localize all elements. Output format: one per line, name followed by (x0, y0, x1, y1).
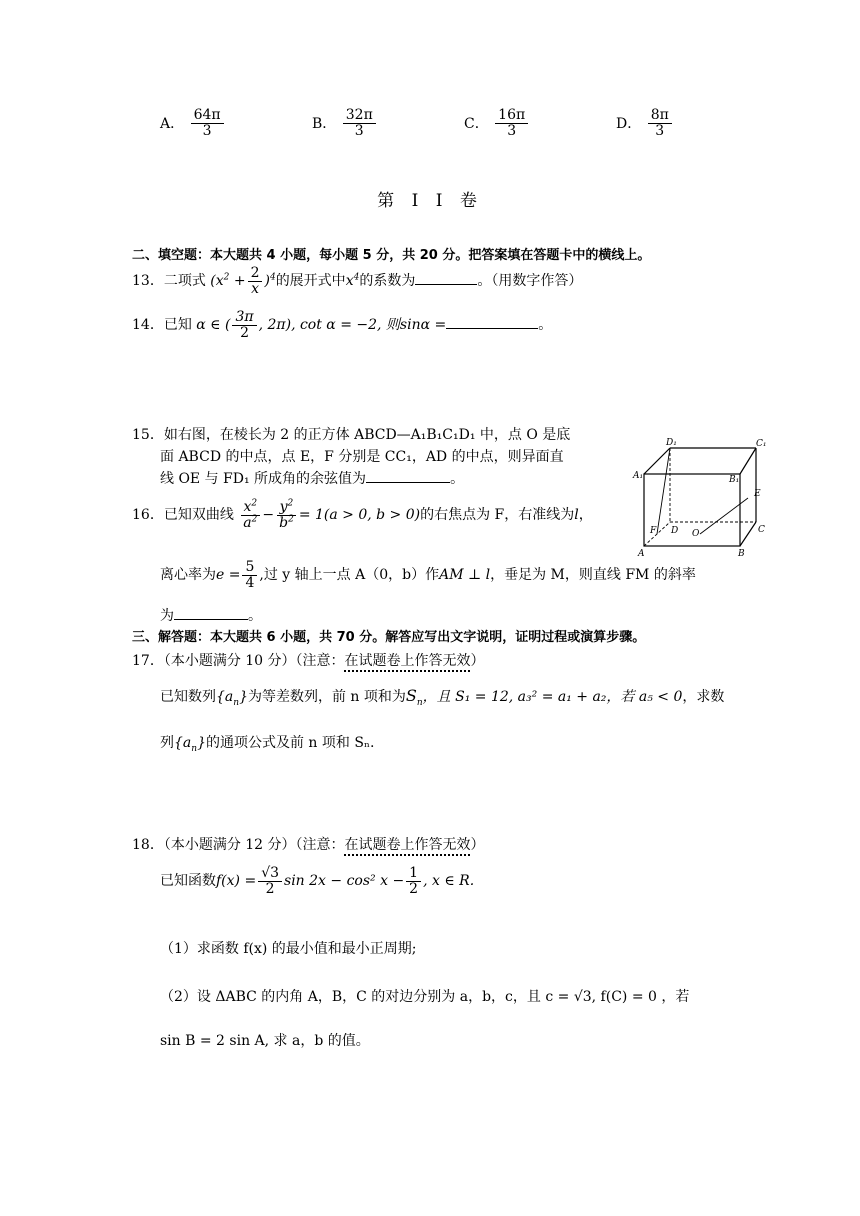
label-D: D (671, 526, 679, 536)
label-E: E (754, 489, 761, 499)
answer-blank-14[interactable] (446, 314, 538, 329)
label-A: A (638, 549, 645, 558)
cube-figure (630, 436, 770, 558)
question-16-line3: 为 。 (160, 605, 262, 625)
question-16: 16．已知双曲线 $\frac{x^2}{a^2}$ − $\frac{y^2}{b^2}$ = 1(a > 0, b > 0)的右焦点为 F，右准线为l， (132, 498, 593, 531)
label-F: F (650, 526, 657, 536)
question-18-header: 18．（本小题满分 12 分）（注意：在试题卷上作答无效） (132, 837, 485, 853)
question-16-line2: 离心率为e = $\frac{5}{4}$ ,过 y 轴上一点 A（0，b）作AM ⊥ l，垂足为 M，则直线 FM 的斜率 (160, 559, 696, 591)
answer-blank-16[interactable] (174, 605, 248, 620)
answer-blank-15[interactable] (366, 468, 450, 483)
question-14: 14．已知 α ∈ ( $\frac{3\pi}{2}$ , 2π), cot α = −2, 则sinα = 。 (132, 309, 553, 341)
option-c: C． $\frac{16\pi}{3}$ (464, 108, 530, 138)
label-B: B (738, 549, 745, 558)
answer-blank-13[interactable] (415, 270, 477, 285)
label-O: O (692, 529, 700, 539)
q17-note: 在试题卷上作答无效 (344, 653, 471, 669)
question-18-part2: （2）设 ΔABC 的内角 A，B，C 的对边分别为 a，b，c，且 c = √3, f(C) = 0 ，若 (160, 989, 690, 1005)
question-18-part3: sin B = 2 sin A, 求 a，b 的值。 (160, 1033, 370, 1049)
label-D1: D₁ (666, 438, 677, 448)
question-18-function: 已知函数f(x) = $\frac{√3}{2}$ sin 2x − cos² x − $\frac{1}{2}$ , x ∈ R. (160, 865, 475, 897)
label-A1: A₁ (633, 471, 644, 481)
question-17-line1: 已知数列$\{a_n\}$为等差数列，前 n 项和为$S_n$，且 S₁ = 12, a₃² = a₁ + a₂，若 a₅ < 0，求数 (160, 686, 725, 709)
question-13: 13．二项式 ($x^2$ + $\frac{2}{x}$ )$^4$的展开式中$x^4$的系数为 。（用数字作答） (132, 265, 583, 297)
question-15: 15．如右图，在棱长为 2 的正方体 ABCD—A₁B₁C₁D₁ 中，点 O 是底 面 ABCD 的中点，点 E，F 分别是 CC₁，AD 的中点，则异面直 线 OE 与 FD₁ 所成角的余弦值为 。 (132, 427, 571, 487)
label-B1: B₁ (729, 475, 740, 485)
question-17-line2: 列$\{a_n\}$的通项公式及前 n 项和 Sₙ. (160, 735, 375, 754)
label-C1: C₁ (756, 439, 767, 449)
q18-note: 在试题卷上作答无效 (344, 837, 471, 853)
label-C: C (758, 525, 765, 535)
q12-options (160, 108, 720, 152)
part2-heading: 二、填空题：本大题共 4 小题，每小题 5 分，共 20 分。把答案填在答题卡中的横线上。 (132, 248, 651, 263)
question-17-header: 17．（本小题满分 10 分）（注意：在试题卷上作答无效） (132, 653, 485, 669)
part3-heading: 三、解答题：本大题共 6 小题，共 70 分。解答应写出文字说明，证明过程或演算步骤。 (132, 630, 646, 645)
q13-binomial: ($x^2$ + (210, 272, 246, 290)
section-title: 第 I I 卷 (377, 191, 483, 211)
question-18-part1: （1）求函数 f(x) 的最小值和最小正周期; (160, 941, 417, 957)
option-a: A． $\frac{64\pi}{3}$ (160, 108, 226, 138)
option-d: D． $\frac{8\pi}{3}$ (616, 108, 674, 138)
option-b: B． $\frac{32\pi}{3}$ (312, 108, 378, 138)
